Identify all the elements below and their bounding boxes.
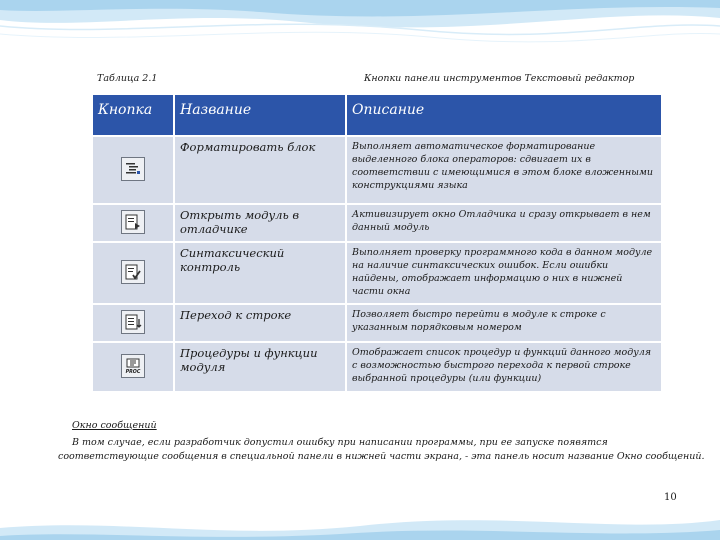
button-cell [93, 243, 173, 303]
button-name: Открыть модуль в отладчике [175, 205, 345, 241]
bottom-wave-decoration [0, 500, 720, 540]
button-name: Форматировать блок [175, 137, 345, 203]
header-button: Кнопка [93, 95, 173, 135]
table-row [93, 305, 661, 341]
syntax-check-icon [121, 260, 145, 284]
toolbar-buttons-table [91, 93, 663, 393]
button-cell [93, 305, 173, 341]
button-description: Активизирует окно Отладчика и сразу открывает в нем данный модуль [347, 205, 661, 241]
table-row [93, 343, 661, 391]
header-description: Описание [347, 95, 661, 135]
button-cell [93, 137, 173, 203]
button-description: Выполняет проверку программного кода в данном модуле на наличие синтаксических ошибок. Если ошибки найдены, отображает информацию о них в нижней части окна [347, 243, 661, 303]
go-to-line-icon [121, 310, 145, 334]
top-wave-decoration [0, 0, 720, 60]
button-name: Переход к строке [175, 305, 345, 341]
button-description: Отображает список процедур и функций данного модуля с возможностью быстрого перехода к первой строке выбранной процедуры (или функции) [347, 343, 661, 391]
procedures-functions-icon [121, 354, 145, 378]
format-block-icon [121, 157, 145, 181]
button-description: Выполняет автоматическое форматирование выделенного блока операторов: сдвигает их в соответствии с имеющимися в этом блоке вложенными конструкциями языка [347, 137, 661, 203]
messages-window-description: В том случае, если разработчик допустил ошибку при написании программы, при ее запуске появятся соответствующие сообщения в специальной панели в нижней части экрана, - эта панель носит название Окно сообщений. [58, 437, 705, 462]
table-title: Кнопки панели инструментов Текстовый редактор [364, 73, 635, 84]
messages-window-heading: Окно сообщений [72, 420, 157, 431]
button-description: Позволяет быстро перейти в модуле к строке с указанным порядковым номером [347, 305, 661, 341]
table-caption: Таблица 2.1 [97, 73, 158, 84]
button-cell [93, 343, 173, 391]
table-header-row [93, 95, 661, 135]
table-row [93, 243, 661, 303]
button-name: Процедуры и функции модуля [175, 343, 345, 391]
table-row [93, 205, 661, 241]
page-number: 10 [664, 492, 677, 503]
open-module-debugger-icon [121, 210, 145, 234]
button-cell [93, 205, 173, 241]
proc-icon-text: PROC [125, 369, 141, 375]
table-row [93, 137, 661, 203]
button-name: Синтаксический контроль [175, 243, 345, 303]
header-name: Название [175, 95, 345, 135]
